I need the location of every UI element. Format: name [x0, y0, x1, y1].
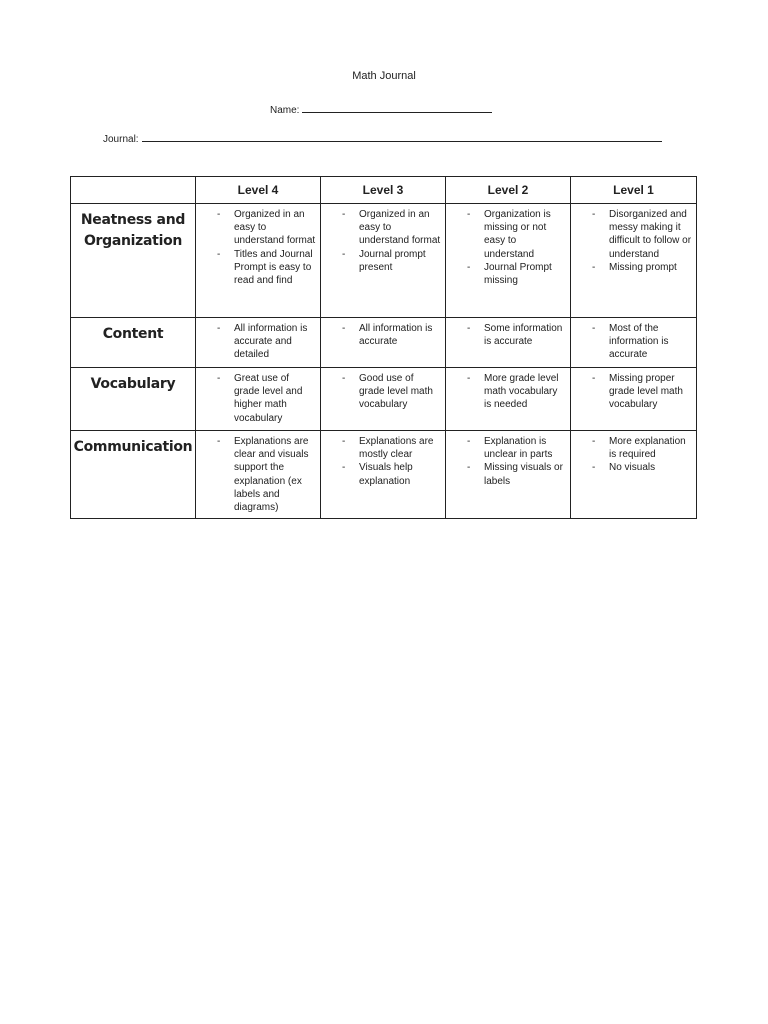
header-level-2: Level 2 [446, 177, 571, 204]
descriptor-item: - Missing visuals or labels [467, 462, 563, 487]
descriptor-text: Explanation is unclear in parts [484, 436, 553, 461]
descriptor-item: - Explanation is unclear in parts [467, 436, 553, 461]
header-level-1: Level 1 [571, 177, 697, 204]
descriptor-cell [196, 431, 321, 519]
descriptor-cell [571, 368, 697, 431]
header-level-4: Level 4 [196, 177, 321, 204]
descriptor-item: - Great use of grade level and higher math vocabulary [217, 373, 303, 424]
descriptor-text: Some information is accurate [484, 323, 563, 348]
descriptor-cell [321, 368, 446, 431]
descriptor-cell [446, 204, 571, 318]
descriptor-text: Titles and Journal Prompt is easy to read and find [234, 248, 313, 287]
descriptor-item: - More explanation is required [592, 436, 686, 461]
descriptor-text: Disorganized and messy making it difficult to follow or understand [609, 209, 692, 260]
descriptor-item: - Most of the information is accurate [592, 323, 669, 361]
rubric-table [70, 176, 697, 519]
descriptor-cell [571, 318, 697, 368]
table-row [71, 368, 697, 431]
journal-blank [142, 132, 662, 142]
name-line [270, 103, 492, 116]
descriptor-cell [571, 204, 697, 318]
criterion-label: Content [71, 318, 196, 368]
descriptor-cell [571, 431, 697, 519]
journal-line [103, 132, 662, 145]
descriptor-item: - Organized in an easy to understand format [342, 209, 441, 247]
table-row [71, 204, 697, 318]
descriptor-text: Journal prompt present [359, 248, 426, 273]
name-blank [302, 103, 492, 113]
descriptor-text: Organized in an easy to understand format [234, 209, 316, 247]
descriptor-item: - More grade level math vocabulary is needed [467, 373, 559, 411]
header-corner [71, 177, 196, 204]
descriptor-text: Missing visuals or labels [484, 462, 563, 487]
descriptor-text: Organization is missing or not easy to understand [484, 209, 551, 260]
descriptor-text: Good use of grade level math vocabulary [359, 373, 433, 411]
descriptor-item: - All information is accurate and detailed [217, 323, 308, 361]
descriptor-item: - Missing prompt [592, 261, 677, 273]
descriptor-text: More grade level math vocabulary is needed [484, 373, 559, 411]
descriptor-text: Missing proper grade level math vocabulary [609, 373, 683, 411]
table-row [71, 431, 697, 519]
descriptor-item: - Titles and Journal Prompt is easy to read and find [217, 248, 313, 287]
descriptor-text: Organized in an easy to understand format [359, 209, 441, 247]
criterion-label: Vocabulary [71, 368, 196, 431]
table-row [71, 318, 697, 368]
descriptor-text: Explanations are clear and visuals support the explanation (ex labels and diagrams) [234, 436, 309, 514]
descriptor-item: - Explanations are mostly clear [342, 436, 434, 461]
descriptor-cell [446, 431, 571, 519]
descriptor-item: - Organization is missing or not easy to understand [467, 209, 551, 260]
criterion-label: Communication [71, 431, 196, 519]
descriptor-item: - Good use of grade level math vocabulary [342, 373, 433, 411]
journal-label: Journal: [103, 134, 139, 145]
descriptor-text: No visuals [609, 462, 656, 474]
criterion-label: Neatness and Organization [71, 204, 196, 318]
descriptor-item: - Visuals help explanation [342, 462, 413, 487]
descriptor-cell [196, 368, 321, 431]
descriptor-cell [321, 318, 446, 368]
descriptor-text: All information is accurate [359, 323, 433, 348]
descriptor-text: Explanations are mostly clear [359, 436, 434, 461]
descriptor-text: All information is accurate and detailed [234, 323, 308, 361]
descriptor-item: - All information is accurate [342, 323, 433, 348]
page-title: Math Journal [352, 70, 416, 82]
descriptor-cell [321, 431, 446, 519]
descriptor-item: - Some information is accurate [467, 323, 563, 348]
descriptor-text: Missing prompt [609, 261, 677, 273]
descriptor-cell [196, 204, 321, 318]
name-label: Name: [270, 105, 300, 116]
descriptor-text: Great use of grade level and higher math vocabulary [234, 373, 303, 424]
header-level-3: Level 3 [321, 177, 446, 204]
descriptor-cell [446, 368, 571, 431]
descriptor-text: Journal Prompt missing [484, 261, 552, 287]
descriptor-item: - No visuals [592, 462, 656, 474]
descriptor-text: More explanation is required [609, 436, 686, 461]
descriptor-item: - Missing proper grade level math vocabulary [592, 373, 683, 411]
descriptor-text: Visuals help explanation [359, 462, 413, 487]
descriptor-cell [196, 318, 321, 368]
header-row [71, 177, 697, 204]
descriptor-item: - Journal Prompt missing [467, 261, 552, 287]
descriptor-item: - Explanations are clear and visuals support the explanation (ex labels and diagrams) [217, 436, 309, 514]
descriptor-item: - Disorganized and messy making it difficult to follow or understand [592, 209, 692, 260]
descriptor-cell [321, 204, 446, 318]
descriptor-cell [446, 318, 571, 368]
descriptor-text: Most of the information is accurate [609, 323, 669, 361]
descriptor-item: - Journal prompt present [342, 248, 426, 273]
descriptor-item: - Organized in an easy to understand format [217, 209, 316, 247]
